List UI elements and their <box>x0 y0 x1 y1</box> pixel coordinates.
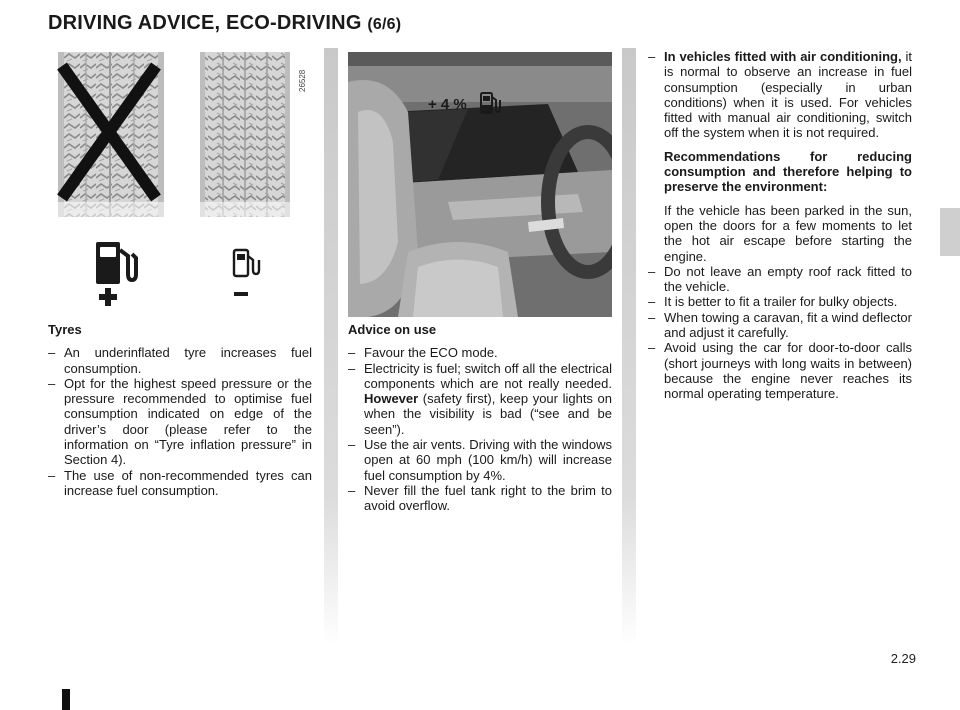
right-section <box>648 49 912 402</box>
list-item: – Use the air vents. Driving with the windows open at 60 mph (100 km/h) will increase fuel consumption by 4%. <box>348 437 612 483</box>
advice-section <box>348 322 612 514</box>
column-divider-right <box>622 48 636 646</box>
figure-code-tyres: 26528 <box>298 69 307 92</box>
list-item-text: (safety first), keep your lights on when the visibility is bad (“see and be seen”). <box>364 391 612 437</box>
list-item: – The use of non-recommended tyres can increase fuel consumption. <box>48 468 312 499</box>
minus-icon <box>234 292 248 296</box>
tyres-illustration <box>48 52 312 312</box>
ac-list <box>648 49 912 141</box>
list-item: – It is better to fit a trailer for bulky objects. <box>648 294 912 309</box>
parked-advice: If the vehicle has been parked in the sun, open the doors for a few moments to let the hot air escape before starting the engine. <box>664 202 912 264</box>
list-item <box>648 49 912 141</box>
car-interior-photo <box>348 52 612 317</box>
list-item-text: Electricity is fuel; switch off all the electrical components which are not really needed. <box>364 360 612 391</box>
page-title-part: (6/6) <box>367 16 402 33</box>
plus-icon <box>99 288 117 306</box>
tyres-section <box>48 322 312 498</box>
tyre-correct-pressure <box>200 52 290 217</box>
recommendations-list <box>648 264 912 402</box>
list-item: – When towing a caravan, fit a wind deflector and adjust it carefully. <box>648 310 912 341</box>
section-tab <box>940 208 960 256</box>
column-divider-left <box>324 48 338 646</box>
recommendations-heading: Recommendations for reducing consumption and therefore helping to preserve the environment: <box>664 148 912 195</box>
ac-emphasis: In vehicles fitted with air conditioning, <box>664 49 902 64</box>
list-item: – Do not leave an empty roof rack fitted to the vehicle. <box>648 264 912 295</box>
list-item: – Avoid using the car for door-to-door calls (short journeys with long waits in between) because the engine never reaches its normal operating temperature. <box>648 340 912 401</box>
advice-heading: Advice on use <box>348 322 437 337</box>
fuel-pump-outline-icon <box>234 250 259 276</box>
list-item: – Never fill the fuel tank right to the brim to avoid overflow. <box>348 483 612 514</box>
page-title-main: DRIVING ADVICE, ECO-DRIVING <box>48 12 362 34</box>
list-item-emphasis: However <box>364 391 419 407</box>
list-item: – An underinflated tyre increases fuel consumption. <box>48 345 312 376</box>
tyres-heading: Tyres <box>48 322 82 337</box>
list-item: – Opt for the highest speed pressure or the pressure recommended to optimise fuel consumption indicated on edge of the driver’s door (please refer to the information on “Tyre inflation pressure” in Section 4). <box>48 376 312 468</box>
corner-mark <box>62 689 70 710</box>
list-item <box>348 361 612 437</box>
advice-list <box>348 345 612 513</box>
list-item: – Favour the ECO mode. <box>348 345 612 360</box>
page-number: 2.29 <box>890 651 916 666</box>
fuel-pump-icon-photo <box>480 92 502 116</box>
fuel-pump-icon <box>96 242 136 284</box>
tyres-list <box>48 345 312 498</box>
consumption-increase-label: + 4 % <box>428 96 467 113</box>
page-title <box>48 12 401 35</box>
ac-text: it is normal to observe an increase in fuel consumption (especially in urban conditions) when it is used. For vehicles fitted with manual air conditioning, switch off the system when it is not required. <box>664 49 912 141</box>
